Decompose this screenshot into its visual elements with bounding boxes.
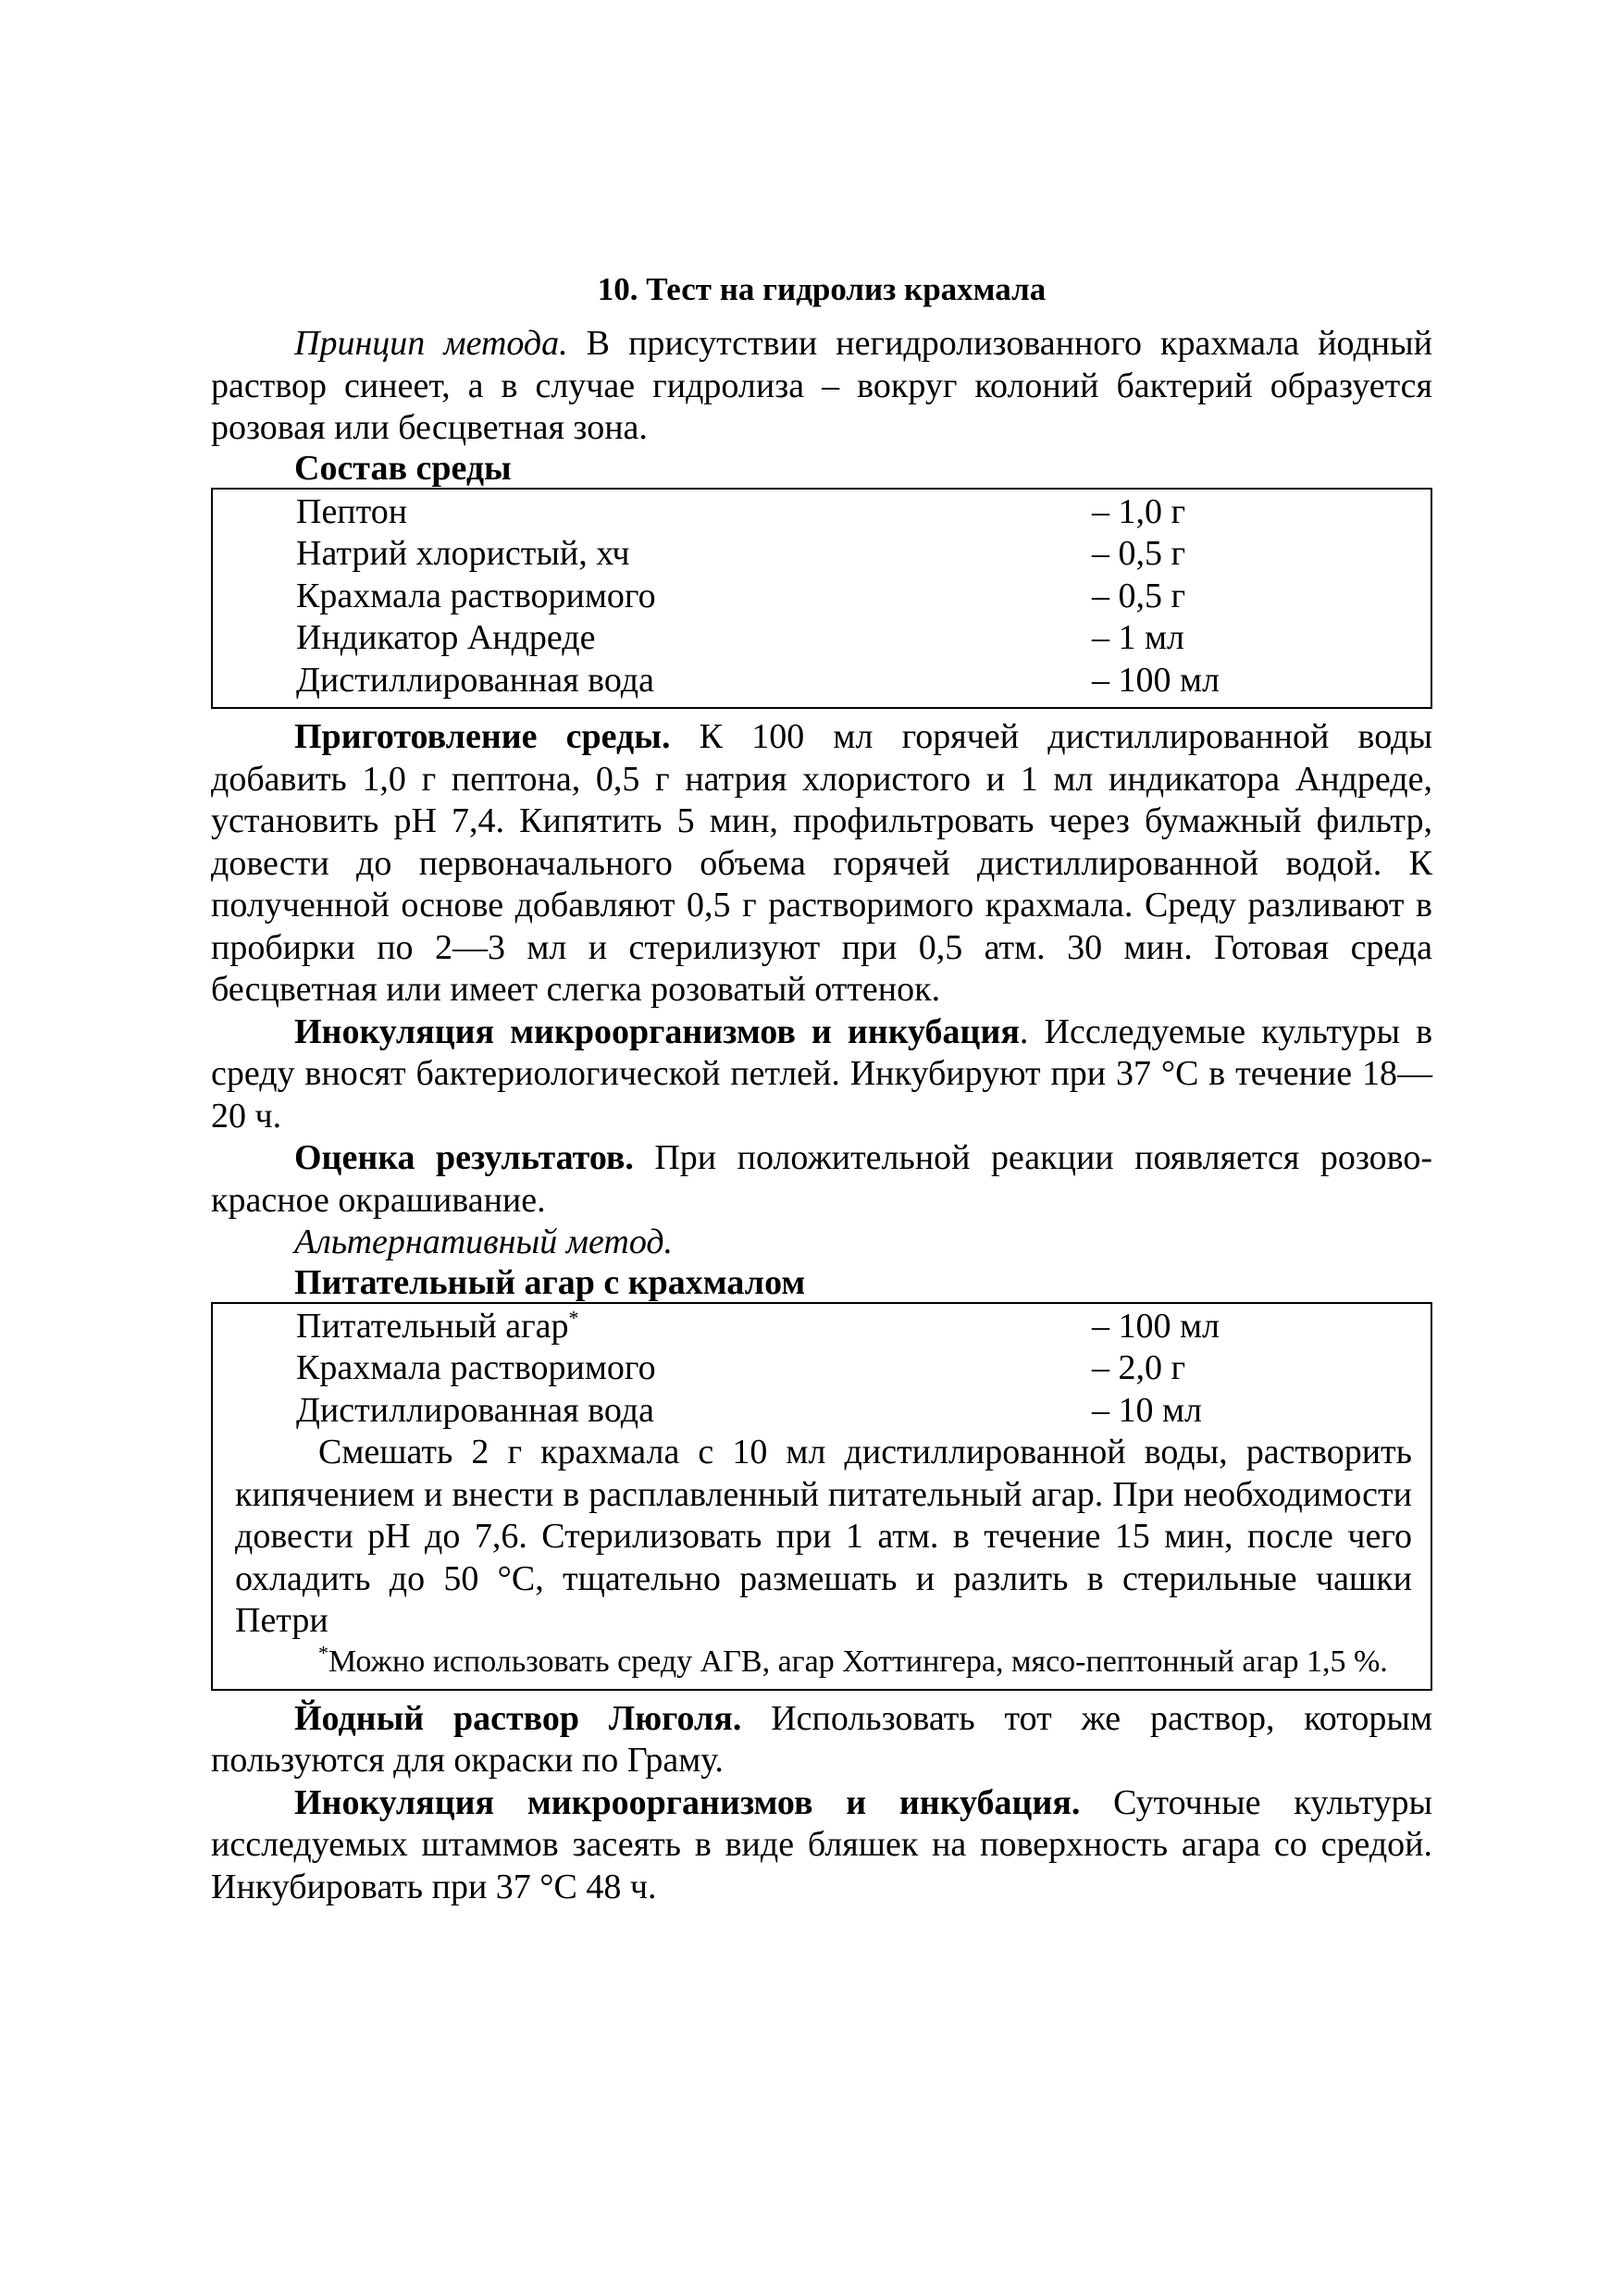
agar-heading: Питательный агар с крахмалом: [294, 1262, 806, 1302]
inoculation-label: Инокуляция микроорганизмов и инкубация: [294, 1011, 1020, 1051]
ingredient-amount: – 1,0 г: [1092, 491, 1186, 531]
agar-ingredient-label: Питательный агар: [296, 1306, 569, 1346]
composition-heading: Состав среды: [294, 448, 512, 488]
composition-row: [296, 533, 1431, 576]
agar-box: [211, 1302, 1432, 1691]
agar-row: [213, 1347, 1431, 1390]
evaluation-text: При положительной реакции появляется розово-красное окрашивание.: [211, 1138, 1432, 1220]
ingredient-name: Натрий хлористый, хч: [296, 534, 630, 573]
evaluation-paragraph: [211, 1137, 1432, 1222]
principle-paragraph: [211, 323, 1432, 450]
composition-box: [211, 488, 1432, 710]
document-page: [211, 268, 1432, 1908]
inoculation-paragraph: [211, 1011, 1432, 1138]
agar-ingredient-name: Крахмала растворимого: [296, 1348, 656, 1387]
composition-row: [296, 660, 1431, 702]
agar-ingredient-name: Дистиллированная вода: [296, 1390, 654, 1430]
agar-ingredient-amount: – 100 мл: [1092, 1306, 1220, 1346]
inoculation2-text: Суточные культуры исследуемых штаммов засеять в виде бляшек на поверхность агара со средой. Инкубировать при 37 °С 48 ч.: [211, 1782, 1433, 1906]
principle-text: В присутствии негидролизованного крахмала йодный раствор синеет, а в случае гидролиза – вокруг колоний бактерий образуется розовая или бесцветная зона.: [211, 324, 1432, 447]
ingredient-name: Крахмала растворимого: [296, 576, 656, 615]
ingredient-amount: – 0,5 г: [1092, 576, 1186, 615]
agar-ingredient-amount: – 10 мл: [1092, 1390, 1203, 1430]
lugol-label: Йодный раствор Люголя.: [294, 1698, 742, 1738]
footnote-mark: *: [318, 1641, 328, 1665]
footnote-text: Можно использовать среду АГВ, агар Хоттингера, мясо-пептонный агар 1,5 %.: [328, 1644, 1388, 1679]
inoculation2-label: Инокуляция микроорганизмов и инкубация.: [294, 1782, 1081, 1822]
footnote: [213, 1643, 1431, 1682]
composition-row: [296, 617, 1431, 660]
agar-row: [213, 1306, 1431, 1348]
principle-label: Принцип метода.: [294, 324, 568, 363]
agar-instructions: Смешать 2 г крахмала с 10 мл дистиллированной воды, растворить кипячением и внести в расплавленный питательный агар. При необходимости довести pH до 7,6. Стерилизовать при 1 атм. в течение 15 мин, после чего охладить до 50 °С, тщательно размешать и разлить в стерильные чашки Петри: [235, 1433, 1412, 1640]
lugol-paragraph: [211, 1698, 1432, 1782]
footnote-marker: *: [568, 1305, 579, 1329]
evaluation-label: Оценка результатов.: [294, 1138, 634, 1177]
alternative-method: Альтернативный метод.: [294, 1222, 674, 1261]
preparation-text: К 100 мл горячей дистиллированной воды добавить 1,0 г пептона, 0,5 г натрия хлористого и 1 мл индикатора Андреде, установить pH 7,4. Кипятить 5 мин, профильтровать через бумажный фильтр, довести до первоначального объема горячей дистиллированной водой. К полученной основе добавляют 0,5 г растворимого крахмала. Среду разливают в пробирки по 2—3 мл и стерилизуют при 0,5 атм. 30 мин. Готовая среда бесцветная или имеет слегка розоватый оттенок.: [211, 717, 1433, 1009]
lugol-text: Использовать тот же раствор, которым пользуются для окраски по Граму.: [211, 1698, 1432, 1780]
ingredient-amount: – 0,5 г: [1092, 534, 1186, 573]
ingredient-name: Индикатор Андреде: [296, 618, 596, 657]
agar-ingredient-amount: – 2,0 г: [1092, 1348, 1186, 1387]
section-title: 10. Тест на гидролиз крахмала: [597, 271, 1047, 307]
ingredient-name: Дистиллированная вода: [296, 660, 654, 700]
ingredient-name: Пептон: [296, 491, 408, 531]
agar-row: [213, 1390, 1431, 1433]
agar-ingredient-name: [296, 1306, 1092, 1348]
composition-row: [296, 491, 1431, 534]
ingredient-amount: – 100 мл: [1092, 660, 1220, 700]
ingredient-amount: – 1 мл: [1092, 618, 1185, 657]
composition-row: [296, 576, 1431, 618]
preparation-label: Приготовление среды.: [294, 717, 671, 756]
inoculation-text: . Исследуемые культуры в среду вносят бактериологической петлей. Инкубируют при 37 °С в течение 18—20 ч.: [211, 1011, 1433, 1136]
preparation-paragraph: [211, 716, 1432, 1011]
inoculation2-paragraph: [211, 1782, 1432, 1909]
